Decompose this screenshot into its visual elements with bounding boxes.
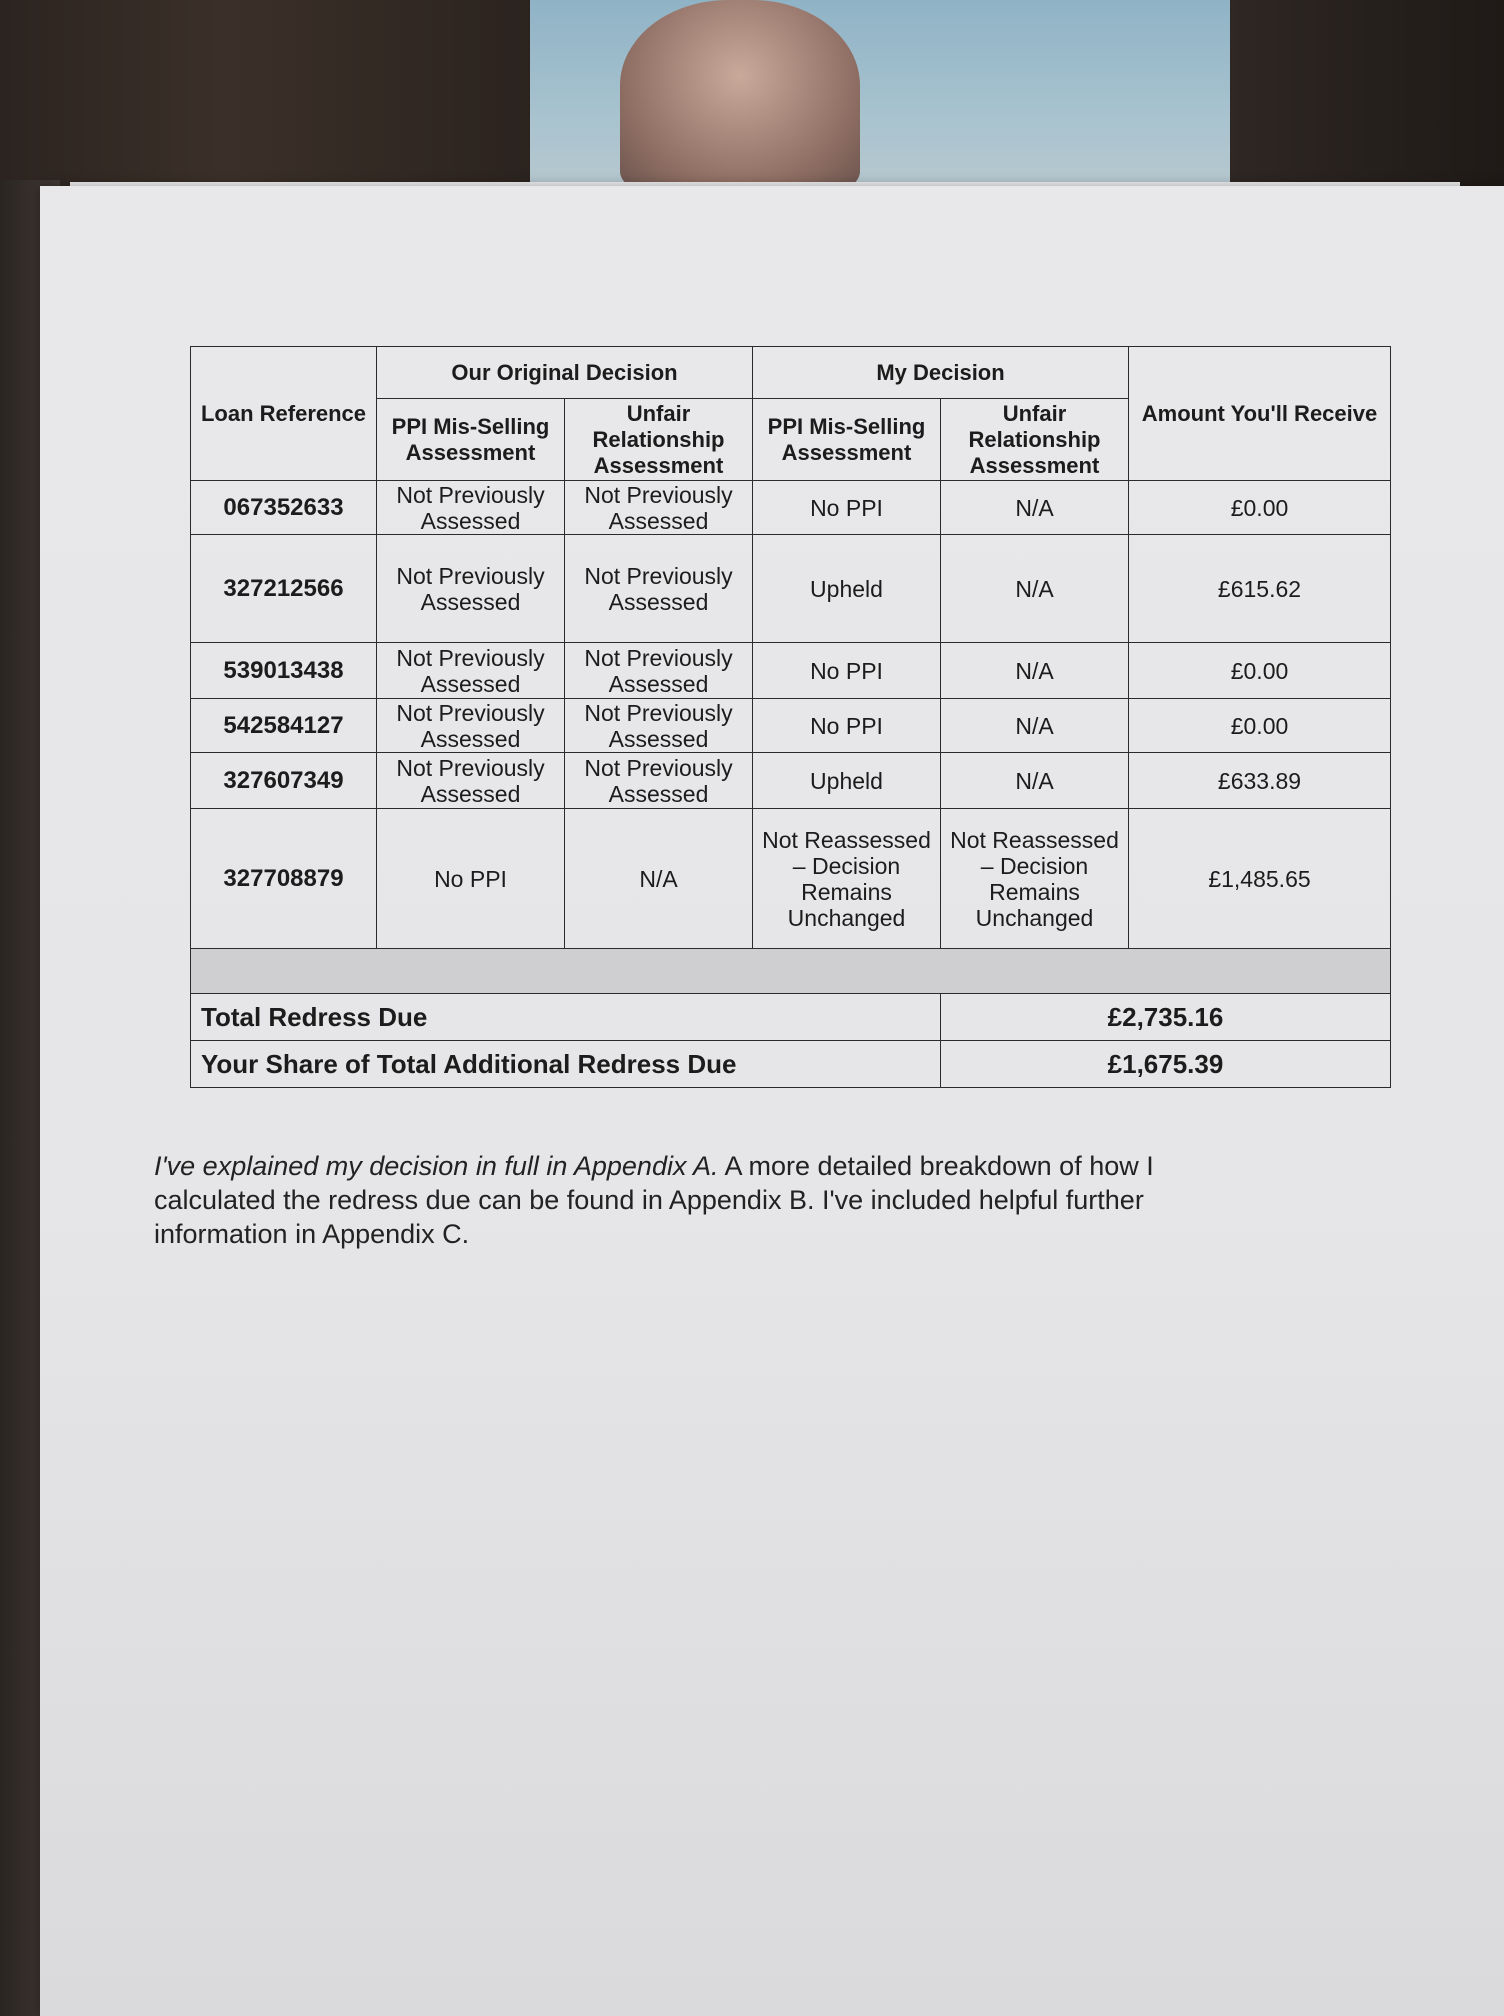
header-my-decision: My Decision xyxy=(753,347,1129,399)
original-unfair: Not Previously Assessed xyxy=(565,643,753,699)
loan-reference: 327212566 xyxy=(191,535,377,643)
share-row xyxy=(191,1041,1391,1088)
original-unfair: N/A xyxy=(565,809,753,949)
share-label: Your Share of Total Additional Redress Due xyxy=(191,1041,941,1088)
my-ppi: Upheld xyxy=(753,753,941,809)
original-unfair: Not Previously Assessed xyxy=(565,699,753,753)
table-row xyxy=(191,699,1391,753)
header-original-decision: Our Original Decision xyxy=(377,347,753,399)
header-original-ppi: PPI Mis-Selling Assessment xyxy=(377,399,565,481)
original-unfair: Not Previously Assessed xyxy=(565,481,753,535)
redress-table xyxy=(190,346,1391,1088)
my-unfair: N/A xyxy=(941,481,1129,535)
table-row xyxy=(191,535,1391,643)
spacer-cell xyxy=(191,949,1391,994)
amount: £633.89 xyxy=(1129,753,1391,809)
share-value: £1,675.39 xyxy=(941,1041,1391,1088)
explanation-paragraph xyxy=(154,1149,1274,1251)
my-unfair: Not Reassessed – Decision Remains Unchanged xyxy=(941,809,1129,949)
my-unfair: N/A xyxy=(941,699,1129,753)
original-ppi: Not Previously Assessed xyxy=(377,481,565,535)
header-my-ppi: PPI Mis-Selling Assessment xyxy=(753,399,941,481)
header-my-unfair: Unfair Relationship Assessment xyxy=(941,399,1129,481)
explanation-rest: A more detailed breakdown of how I calculated the redress due can be found in Appendix B. I've included helpful further information in Appendix C. xyxy=(154,1151,1154,1249)
original-ppi: Not Previously Assessed xyxy=(377,643,565,699)
loan-reference: 539013438 xyxy=(191,643,377,699)
background-curtain xyxy=(0,0,560,200)
header-original-unfair: Unfair Relationship Assessment xyxy=(565,399,753,481)
original-ppi: Not Previously Assessed xyxy=(377,535,565,643)
my-unfair: N/A xyxy=(941,535,1129,643)
my-ppi: No PPI xyxy=(753,643,941,699)
total-value: £2,735.16 xyxy=(941,994,1391,1041)
my-ppi: Not Reassessed – Decision Remains Unchanged xyxy=(753,809,941,949)
table-row xyxy=(191,753,1391,809)
header-amount: Amount You'll Receive xyxy=(1129,347,1391,481)
background-person xyxy=(620,0,860,190)
table-row xyxy=(191,643,1391,699)
background-tv-screen xyxy=(530,0,1250,200)
loan-reference: 542584127 xyxy=(191,699,377,753)
amount: £1,485.65 xyxy=(1129,809,1391,949)
amount: £615.62 xyxy=(1129,535,1391,643)
amount: £0.00 xyxy=(1129,699,1391,753)
table-spacer-row xyxy=(191,949,1391,994)
original-unfair: Not Previously Assessed xyxy=(565,753,753,809)
table-row xyxy=(191,481,1391,535)
amount: £0.00 xyxy=(1129,643,1391,699)
original-unfair: Not Previously Assessed xyxy=(565,535,753,643)
original-ppi: Not Previously Assessed xyxy=(377,753,565,809)
total-label: Total Redress Due xyxy=(191,994,941,1041)
original-ppi: No PPI xyxy=(377,809,565,949)
table-row xyxy=(191,809,1391,949)
my-ppi: Upheld xyxy=(753,535,941,643)
loan-reference: 067352633 xyxy=(191,481,377,535)
my-ppi: No PPI xyxy=(753,699,941,753)
total-row xyxy=(191,994,1391,1041)
my-unfair: N/A xyxy=(941,753,1129,809)
my-ppi: No PPI xyxy=(753,481,941,535)
my-unfair: N/A xyxy=(941,643,1129,699)
explanation-first-sentence: I've explained my decision in full in Appendix A. xyxy=(154,1151,719,1181)
loan-reference: 327708879 xyxy=(191,809,377,949)
loan-reference: 327607349 xyxy=(191,753,377,809)
header-loan-reference: Loan Reference xyxy=(191,347,377,481)
original-ppi: Not Previously Assessed xyxy=(377,699,565,753)
amount: £0.00 xyxy=(1129,481,1391,535)
